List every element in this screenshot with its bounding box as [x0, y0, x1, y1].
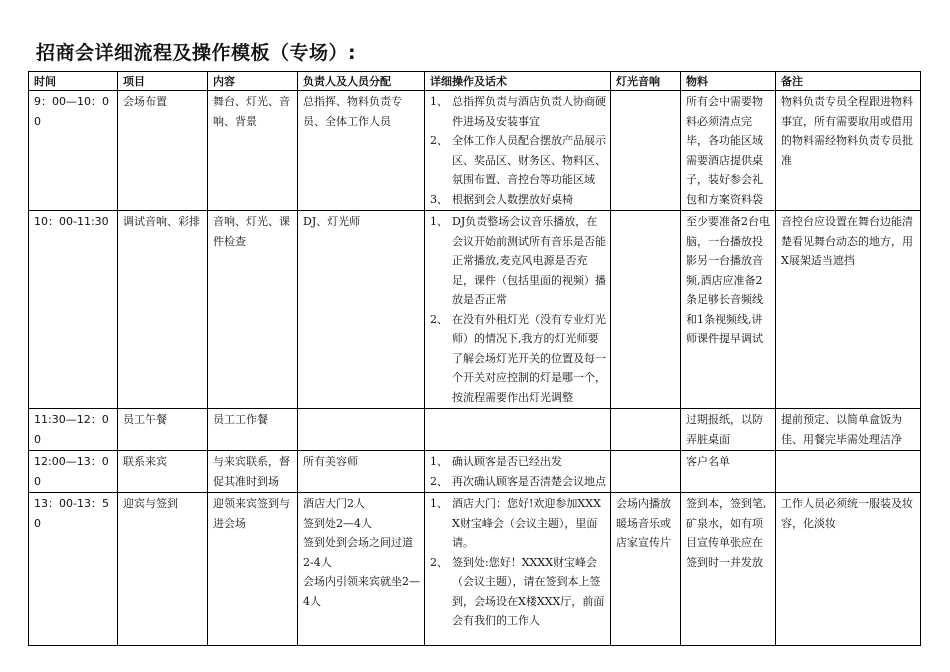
column-header-details: 详细操作及话术 — [425, 72, 611, 91]
cell-item: 迎宾与签到 — [118, 493, 208, 646]
cell-time: 9：00—10：00 — [29, 91, 118, 211]
step-item: 2、 签到处:您好！XXXX财宝峰会（会议主题），请在签到本上签到，会场设在X楼XXX厅，前面会有我们的工作人 — [430, 555, 605, 627]
cell-notes: 音控台应设置在舞台边能清楚看见舞台动态的地方，用X展架适当遮挡 — [776, 211, 921, 409]
cell-content: 音响、灯光、课件检查 — [208, 211, 298, 409]
cell-owner — [298, 211, 425, 409]
cell-lighting — [611, 409, 681, 451]
step-item: 3、 根据到会人数摆放好桌椅 — [430, 192, 573, 206]
table-row — [29, 493, 921, 646]
owner-line: DJ、灯光师 — [303, 215, 361, 228]
page-title: 招商会详细流程及操作模板（专场）: — [36, 42, 357, 64]
cell-time: 12:00—13：00 — [29, 451, 118, 493]
column-header-owner: 负责人及人员分配 — [298, 72, 425, 91]
cell-content: 员工工作餐 — [208, 409, 298, 451]
owner-line: 酒店大门2人 — [303, 497, 365, 510]
process-table — [28, 71, 921, 646]
cell-materials: 签到本，签到笔,矿泉水，如有项目宣传单张应在签到时一并发放 — [681, 493, 776, 646]
cell-lighting — [611, 211, 681, 409]
cell-notes: 提前预定、以简单盒饭为佳、用餐完毕需处理洁净 — [776, 409, 921, 451]
cell-materials: 至少要准备2台电脑，一台播放投影另一台播放音频,酒店应准备2条足够长音频线和1条视频线,讲师课件提早调试 — [681, 211, 776, 409]
cell-owner — [298, 409, 425, 451]
column-header-time: 时间 — [29, 72, 118, 91]
step-item: 2、 再次确认顾客是否清楚会议地点 — [430, 474, 606, 488]
table-row — [29, 409, 921, 451]
table-row — [29, 91, 921, 211]
column-header-notes: 备注 — [776, 72, 921, 91]
cell-notes: 物料负责专员全程跟进物料事宜，所有需要取用或借用的物料需经物料负责专员批准 — [776, 91, 921, 211]
cell-owner — [298, 451, 425, 493]
table-row — [29, 211, 921, 409]
column-header-lighting: 灯光音响 — [611, 72, 681, 91]
cell-time: 13：00-13：50 — [29, 493, 118, 646]
cell-lighting: 会场内播放暖场音乐或店家宣传片 — [611, 493, 681, 646]
cell-content: 迎领来宾签到与进会场 — [208, 493, 298, 646]
owner-line: 总指挥、物料负责专员、全体工作人员 — [303, 95, 402, 128]
cell-notes — [776, 451, 921, 493]
step-item: 2、 在没有外租灯光（没有专业灯光师）的情况下,我方的灯光师要了解会场灯光开关的位置及每一个开关对应控制的灯是哪一个，按流程需要作出灯光调整 — [430, 312, 606, 404]
cell-details — [425, 451, 611, 493]
cell-time: 10：00-11:30 — [29, 211, 118, 409]
cell-lighting — [611, 91, 681, 211]
cell-notes: 工作人员必须统一服装及妆容，化淡妆 — [776, 493, 921, 646]
step-item: 1、 酒店大门：您好!欢迎参加XXXX财宝峰会（会议主题），里面请。 — [430, 497, 601, 549]
owner-line: 签到处到会场之间过道 2-4人 — [303, 536, 413, 569]
cell-lighting — [611, 451, 681, 493]
cell-owner — [298, 493, 425, 646]
owner-line: 签到处2—4人 — [303, 516, 372, 530]
step-item: 2、 全体工作人员配合摆放产品展示区、奖品区、财务区、物料区、氛围布置、音控台等功能区域 — [430, 134, 606, 186]
cell-item: 会场布置 — [118, 91, 208, 211]
column-header-content: 内容 — [208, 72, 298, 91]
column-header-materials: 物料 — [681, 72, 776, 91]
cell-details — [425, 91, 611, 211]
cell-materials: 客户名单 — [681, 451, 776, 493]
cell-materials: 过期报纸，以防弄脏桌面 — [681, 409, 776, 451]
cell-materials: 所有会中需要物料必须清点完毕，各功能区域需要酒店提供桌子，装好参会礼包和方案资料袋 — [681, 91, 776, 211]
cell-content: 舞台、灯光、音响、背景 — [208, 91, 298, 211]
cell-item: 员工午餐 — [118, 409, 208, 451]
cell-content: 与来宾联系，督促其准时到场 — [208, 451, 298, 493]
cell-details — [425, 211, 611, 409]
cell-owner — [298, 91, 425, 211]
step-item: 1、 总指挥负责与酒店负责人协商硬件进场及安装事宜 — [430, 95, 606, 128]
step-item: 1、 DJ负责整场会议音乐播放，在会议开始前测试所有音乐是否能正常播放,麦克风电源是否充足，课件（包括里面的视频）播放是否正常 — [430, 215, 606, 306]
column-header-item: 项目 — [118, 72, 208, 91]
owner-line: 所有美容师 — [303, 455, 358, 468]
cell-details — [425, 409, 611, 451]
cell-details — [425, 493, 611, 646]
table-row — [29, 451, 921, 493]
cell-item: 调试音响、彩排 — [118, 211, 208, 409]
cell-time: 11:30—12：00 — [29, 409, 118, 451]
table-header-row — [29, 72, 921, 91]
cell-item: 联系来宾 — [118, 451, 208, 493]
owner-line: 会场内引领来宾就坐2—4人 — [303, 575, 420, 608]
step-item: 1、 确认顾客是否已经出发 — [430, 455, 562, 468]
